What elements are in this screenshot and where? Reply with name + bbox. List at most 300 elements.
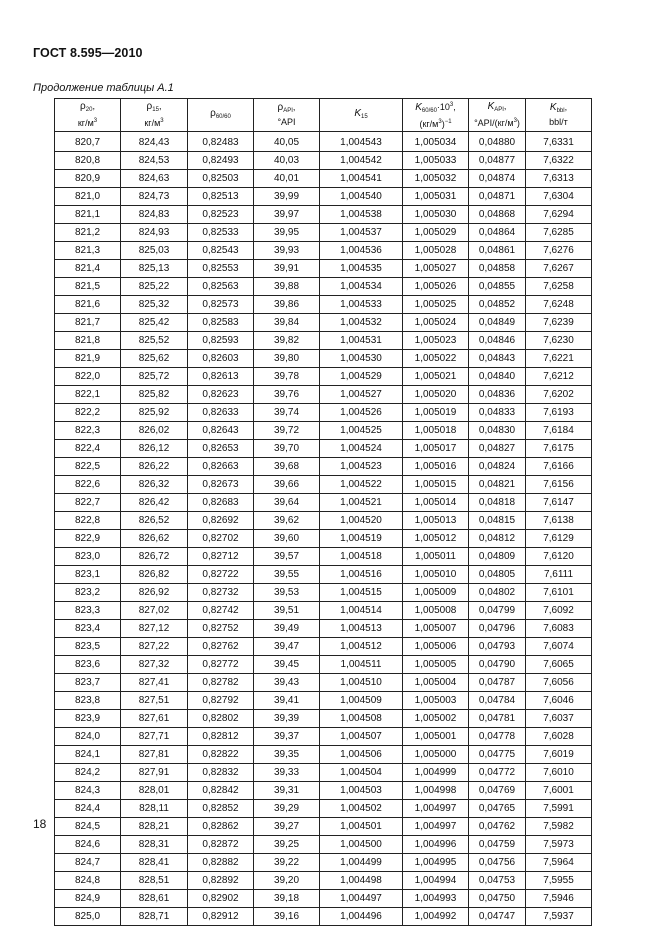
table-cell: 1,005021	[403, 368, 469, 386]
table-cell: 40,01	[254, 170, 320, 188]
table-cell: 823,2	[55, 584, 121, 602]
table-cell: 40,03	[254, 152, 320, 170]
density-table	[54, 98, 592, 926]
table-cell: 822,9	[55, 530, 121, 548]
table-cell: 828,71	[121, 908, 188, 926]
table-cell: 1,005002	[403, 710, 469, 728]
table-cell: 7,6010	[526, 764, 592, 782]
table-cell: 0,04821	[469, 476, 526, 494]
table-cell: 824,5	[55, 818, 121, 836]
table-cell: 7,6083	[526, 620, 592, 638]
table-cell: 0,82553	[188, 260, 254, 278]
table-cell: 825,03	[121, 242, 188, 260]
table-cell: 827,32	[121, 656, 188, 674]
table-cell: 1,004531	[320, 332, 403, 350]
table-cell: 0,82742	[188, 602, 254, 620]
table-cell: 0,82882	[188, 854, 254, 872]
table-cell: 1,004501	[320, 818, 403, 836]
table-cell: 39,47	[254, 638, 320, 656]
table-cell: 824,2	[55, 764, 121, 782]
table-cell: 7,6258	[526, 278, 592, 296]
table-cell: 825,13	[121, 260, 188, 278]
table-cell: 827,91	[121, 764, 188, 782]
table-cell: 0,04812	[469, 530, 526, 548]
table-cell: 823,1	[55, 566, 121, 584]
table-cell: 827,81	[121, 746, 188, 764]
table-cell: 0,04880	[469, 132, 526, 152]
table-row	[55, 620, 592, 638]
table-cell: 1,005017	[403, 440, 469, 458]
table-cell: 822,5	[55, 458, 121, 476]
table-cell: 827,61	[121, 710, 188, 728]
col-header-rhoapi: $\rho_{API}$, °API	[254, 99, 320, 132]
table-cell: 0,82613	[188, 368, 254, 386]
table-row	[55, 566, 592, 584]
table-cell: 7,6267	[526, 260, 592, 278]
table-row	[55, 836, 592, 854]
table-cell: 0,82772	[188, 656, 254, 674]
table-cell: 0,04827	[469, 440, 526, 458]
table-cell: 826,52	[121, 512, 188, 530]
table-cell: 39,25	[254, 836, 320, 854]
table-cell: 7,6101	[526, 584, 592, 602]
table-cell: 820,8	[55, 152, 121, 170]
table-cell: 1,005016	[403, 458, 469, 476]
table-cell: 40,05	[254, 132, 320, 152]
table-cell: 1,005022	[403, 350, 469, 368]
table-cell: 826,02	[121, 422, 188, 440]
table-cell: 7,6230	[526, 332, 592, 350]
table-row	[55, 314, 592, 332]
table-row	[55, 710, 592, 728]
table-cell: 824,7	[55, 854, 121, 872]
table-cell: 39,60	[254, 530, 320, 548]
table-cell: 1,004504	[320, 764, 403, 782]
table-cell: 826,42	[121, 494, 188, 512]
table-cell: 824,8	[55, 872, 121, 890]
table-row	[55, 584, 592, 602]
table-cell: 39,16	[254, 908, 320, 926]
table-cell: 0,04824	[469, 458, 526, 476]
table-cell: 39,35	[254, 746, 320, 764]
table-cell: 7,6221	[526, 350, 592, 368]
table-row	[55, 692, 592, 710]
table-cell: 823,6	[55, 656, 121, 674]
table-cell: 7,6193	[526, 404, 592, 422]
table-cell: 7,6046	[526, 692, 592, 710]
table-cell: 824,73	[121, 188, 188, 206]
table-cell: 1,005006	[403, 638, 469, 656]
table-cell: 822,0	[55, 368, 121, 386]
table-cell: 39,43	[254, 674, 320, 692]
table-cell: 0,04846	[469, 332, 526, 350]
table-cell: 0,04836	[469, 386, 526, 404]
table-cell: 1,005008	[403, 602, 469, 620]
table-row	[55, 602, 592, 620]
table-cell: 39,27	[254, 818, 320, 836]
table-cell: 823,0	[55, 548, 121, 566]
table-cell: 39,37	[254, 728, 320, 746]
table-cell: 828,31	[121, 836, 188, 854]
table-cell: 0,04796	[469, 620, 526, 638]
table-cell: 826,32	[121, 476, 188, 494]
table-row	[55, 872, 592, 890]
table-row	[55, 404, 592, 422]
table-cell: 820,7	[55, 132, 121, 152]
table-cell: 1,005025	[403, 296, 469, 314]
table-cell: 0,04793	[469, 638, 526, 656]
table-cell: 1,004524	[320, 440, 403, 458]
table-cell: 822,7	[55, 494, 121, 512]
table-cell: 822,4	[55, 440, 121, 458]
table-cell: 0,82702	[188, 530, 254, 548]
table-cell: 39,76	[254, 386, 320, 404]
table-cell: 1,004541	[320, 170, 403, 188]
table-cell: 0,82692	[188, 512, 254, 530]
col-header-k6060: $K_{60/60}\cdot 10^3$, $(кг/м^3)^{-1}$	[403, 99, 469, 132]
table-cell: 825,52	[121, 332, 188, 350]
table-cell: 0,82653	[188, 440, 254, 458]
table-cell: 1,004510	[320, 674, 403, 692]
table-cell: 7,6129	[526, 530, 592, 548]
table-cell: 0,04799	[469, 602, 526, 620]
table-cell: 1,005015	[403, 476, 469, 494]
table-cell: 0,04802	[469, 584, 526, 602]
table-cell: 7,6147	[526, 494, 592, 512]
table-cell: 0,04790	[469, 656, 526, 674]
table-row	[55, 512, 592, 530]
table-cell: 0,04877	[469, 152, 526, 170]
table-cell: 1,004498	[320, 872, 403, 890]
table-cell: 828,21	[121, 818, 188, 836]
table-cell: 1,005032	[403, 170, 469, 188]
table-cell: 1,004522	[320, 476, 403, 494]
table-cell: 825,22	[121, 278, 188, 296]
table-row	[55, 242, 592, 260]
table-cell: 0,04784	[469, 692, 526, 710]
table-cell: 0,82503	[188, 170, 254, 188]
table-cell: 0,82782	[188, 674, 254, 692]
table-row	[55, 530, 592, 548]
table-cell: 1,005020	[403, 386, 469, 404]
table-cell: 821,8	[55, 332, 121, 350]
table-cell: 39,33	[254, 764, 320, 782]
table-cell: 1,005027	[403, 260, 469, 278]
table-cell: 7,6331	[526, 132, 592, 152]
table-cell: 7,6285	[526, 224, 592, 242]
table-cell: 0,04787	[469, 674, 526, 692]
table-cell: 1,004540	[320, 188, 403, 206]
table-cell: 1,005029	[403, 224, 469, 242]
table-cell: 1,004542	[320, 152, 403, 170]
table-cell: 0,82533	[188, 224, 254, 242]
table-cell: 39,29	[254, 800, 320, 818]
table-cell: 1,004503	[320, 782, 403, 800]
table-cell: 823,9	[55, 710, 121, 728]
table-cell: 826,72	[121, 548, 188, 566]
table-cell: 1,004514	[320, 602, 403, 620]
table-row	[55, 206, 592, 224]
table-row	[55, 674, 592, 692]
col-header-rho6060: $\rho_{60/60}$	[188, 99, 254, 132]
table-row	[55, 152, 592, 170]
table-cell: 0,04769	[469, 782, 526, 800]
table-cell: 827,71	[121, 728, 188, 746]
table-cell: 0,82712	[188, 548, 254, 566]
table-cell: 0,82543	[188, 242, 254, 260]
table-cell: 0,04849	[469, 314, 526, 332]
table-cell: 1,004997	[403, 818, 469, 836]
table-cell: 824,83	[121, 206, 188, 224]
table-row	[55, 548, 592, 566]
table-cell: 0,04864	[469, 224, 526, 242]
table-cell: 0,04778	[469, 728, 526, 746]
table-cell: 820,9	[55, 170, 121, 188]
table-cell: 0,82872	[188, 836, 254, 854]
table-cell: 825,92	[121, 404, 188, 422]
table-cell: 7,6184	[526, 422, 592, 440]
table-cell: 0,04855	[469, 278, 526, 296]
table-cell: 1,004536	[320, 242, 403, 260]
table-cell: 821,0	[55, 188, 121, 206]
table-cell: 823,5	[55, 638, 121, 656]
table-cell: 1,004515	[320, 584, 403, 602]
col-header-kbbl: $K_{bbl}$, bbl/т	[526, 99, 592, 132]
table-cell: 1,005033	[403, 152, 469, 170]
table-cell: 827,22	[121, 638, 188, 656]
table-cell: 1,004520	[320, 512, 403, 530]
table-cell: 1,005026	[403, 278, 469, 296]
table-cell: 0,04750	[469, 890, 526, 908]
table-cell: 828,51	[121, 872, 188, 890]
table-cell: 7,6313	[526, 170, 592, 188]
table-cell: 1,005004	[403, 674, 469, 692]
table-cell: 1,004543	[320, 132, 403, 152]
table-cell: 1,004538	[320, 206, 403, 224]
table-cell: 39,95	[254, 224, 320, 242]
table-caption: Продолжение таблицы А.1	[33, 82, 174, 94]
table-cell: 824,43	[121, 132, 188, 152]
table-row	[55, 476, 592, 494]
table-cell: 1,004511	[320, 656, 403, 674]
table-cell: 1,004519	[320, 530, 403, 548]
table-cell: 1,004532	[320, 314, 403, 332]
table-row	[55, 458, 592, 476]
table-cell: 822,3	[55, 422, 121, 440]
table-cell: 826,92	[121, 584, 188, 602]
table-cell: 0,82683	[188, 494, 254, 512]
table-cell: 7,6156	[526, 476, 592, 494]
table-cell: 1,004998	[403, 782, 469, 800]
table-cell: 0,82832	[188, 764, 254, 782]
table-cell: 1,004518	[320, 548, 403, 566]
table-cell: 826,12	[121, 440, 188, 458]
table-cell: 0,82603	[188, 350, 254, 368]
table-cell: 1,004521	[320, 494, 403, 512]
table-cell: 826,82	[121, 566, 188, 584]
table-cell: 1,004512	[320, 638, 403, 656]
table-row	[55, 638, 592, 656]
table-cell: 1,004530	[320, 350, 403, 368]
table-cell: 39,62	[254, 512, 320, 530]
table-cell: 1,004508	[320, 710, 403, 728]
col-header-kapi: $K_{API}$, $^\circ API/(кг/м^3)$	[469, 99, 526, 132]
table-cell: 825,42	[121, 314, 188, 332]
table-cell: 0,04781	[469, 710, 526, 728]
table-row	[55, 908, 592, 926]
table-cell: 0,82563	[188, 278, 254, 296]
table-cell: 0,82792	[188, 692, 254, 710]
table-cell: 7,6294	[526, 206, 592, 224]
table-row	[55, 728, 592, 746]
table-cell: 1,004507	[320, 728, 403, 746]
table-cell: 1,005018	[403, 422, 469, 440]
table-cell: 821,7	[55, 314, 121, 332]
table-cell: 39,88	[254, 278, 320, 296]
table-cell: 828,11	[121, 800, 188, 818]
table-cell: 0,82752	[188, 620, 254, 638]
table-cell: 0,82633	[188, 404, 254, 422]
table-row	[55, 188, 592, 206]
table-cell: 828,61	[121, 890, 188, 908]
table-row	[55, 332, 592, 350]
standard-designation: ГОСТ 8.595—2010	[33, 46, 143, 60]
table-cell: 0,04759	[469, 836, 526, 854]
table-cell: 1,004993	[403, 890, 469, 908]
table-cell: 39,72	[254, 422, 320, 440]
table-cell: 0,82583	[188, 314, 254, 332]
table-cell: 0,04830	[469, 422, 526, 440]
table-cell: 39,53	[254, 584, 320, 602]
table-cell: 7,6276	[526, 242, 592, 260]
table-cell: 0,04852	[469, 296, 526, 314]
table-cell: 1,004497	[320, 890, 403, 908]
table-cell: 821,1	[55, 206, 121, 224]
table-cell: 824,6	[55, 836, 121, 854]
table-row	[55, 296, 592, 314]
table-cell: 7,6138	[526, 512, 592, 530]
table-cell: 825,0	[55, 908, 121, 926]
table-cell: 0,82732	[188, 584, 254, 602]
table-cell: 1,004527	[320, 386, 403, 404]
table-header-row	[55, 99, 592, 132]
table-cell: 1,005023	[403, 332, 469, 350]
table-cell: 39,51	[254, 602, 320, 620]
table-cell: 822,6	[55, 476, 121, 494]
table-cell: 0,82722	[188, 566, 254, 584]
table-cell: 821,4	[55, 260, 121, 278]
table-cell: 1,004525	[320, 422, 403, 440]
table-cell: 1,004513	[320, 620, 403, 638]
table-cell: 1,004523	[320, 458, 403, 476]
table-cell: 0,04747	[469, 908, 526, 926]
table-cell: 7,6111	[526, 566, 592, 584]
table-cell: 827,51	[121, 692, 188, 710]
table-cell: 825,72	[121, 368, 188, 386]
table-cell: 39,80	[254, 350, 320, 368]
table-cell: 1,004534	[320, 278, 403, 296]
table-cell: 822,1	[55, 386, 121, 404]
table-cell: 7,6202	[526, 386, 592, 404]
table-cell: 39,93	[254, 242, 320, 260]
table-cell: 1,005001	[403, 728, 469, 746]
table-cell: 0,04756	[469, 854, 526, 872]
table-cell: 7,6028	[526, 728, 592, 746]
table-row	[55, 440, 592, 458]
table-row	[55, 890, 592, 908]
table-cell: 39,45	[254, 656, 320, 674]
table-cell: 1,004516	[320, 566, 403, 584]
table-cell: 1,005031	[403, 188, 469, 206]
table-cell: 824,9	[55, 890, 121, 908]
table-cell: 828,01	[121, 782, 188, 800]
table-cell: 827,02	[121, 602, 188, 620]
table-cell: 39,99	[254, 188, 320, 206]
table-cell: 824,3	[55, 782, 121, 800]
table-cell: 1,004502	[320, 800, 403, 818]
table-cell: 0,82892	[188, 872, 254, 890]
table-cell: 1,004535	[320, 260, 403, 278]
table-cell: 0,82812	[188, 728, 254, 746]
table-cell: 7,6001	[526, 782, 592, 800]
table-cell: 39,18	[254, 890, 320, 908]
table-cell: 1,005034	[403, 132, 469, 152]
table-cell: 0,04861	[469, 242, 526, 260]
table-cell: 1,004996	[403, 836, 469, 854]
table-row	[55, 656, 592, 674]
table-cell: 0,82513	[188, 188, 254, 206]
table-cell: 821,2	[55, 224, 121, 242]
table-cell: 1,005007	[403, 620, 469, 638]
table-cell: 7,5991	[526, 800, 592, 818]
table-cell: 0,04818	[469, 494, 526, 512]
table-cell: 7,6304	[526, 188, 592, 206]
table-cell: 1,004529	[320, 368, 403, 386]
table-cell: 0,04874	[469, 170, 526, 188]
table-cell: 7,5937	[526, 908, 592, 926]
table-cell: 0,82623	[188, 386, 254, 404]
table-cell: 0,82912	[188, 908, 254, 926]
table-cell: 0,82762	[188, 638, 254, 656]
table-cell: 7,6322	[526, 152, 592, 170]
table-cell: 1,004499	[320, 854, 403, 872]
table-cell: 7,6120	[526, 548, 592, 566]
table-cell: 1,004496	[320, 908, 403, 926]
table-cell: 0,82673	[188, 476, 254, 494]
table-row	[55, 422, 592, 440]
table-cell: 39,84	[254, 314, 320, 332]
table-cell: 1,004995	[403, 854, 469, 872]
table-cell: 0,04809	[469, 548, 526, 566]
table-cell: 0,04843	[469, 350, 526, 368]
table-cell: 0,04833	[469, 404, 526, 422]
table-row	[55, 260, 592, 278]
table-cell: 0,82862	[188, 818, 254, 836]
table-row	[55, 278, 592, 296]
table-cell: 1,005011	[403, 548, 469, 566]
table-cell: 39,97	[254, 206, 320, 224]
table-cell: 1,005030	[403, 206, 469, 224]
table-cell: 0,04805	[469, 566, 526, 584]
table-cell: 39,64	[254, 494, 320, 512]
table-cell: 39,41	[254, 692, 320, 710]
table-cell: 7,6074	[526, 638, 592, 656]
table-cell: 7,5973	[526, 836, 592, 854]
table-cell: 0,82643	[188, 422, 254, 440]
table-row	[55, 800, 592, 818]
table-cell: 0,82802	[188, 710, 254, 728]
table-cell: 825,32	[121, 296, 188, 314]
